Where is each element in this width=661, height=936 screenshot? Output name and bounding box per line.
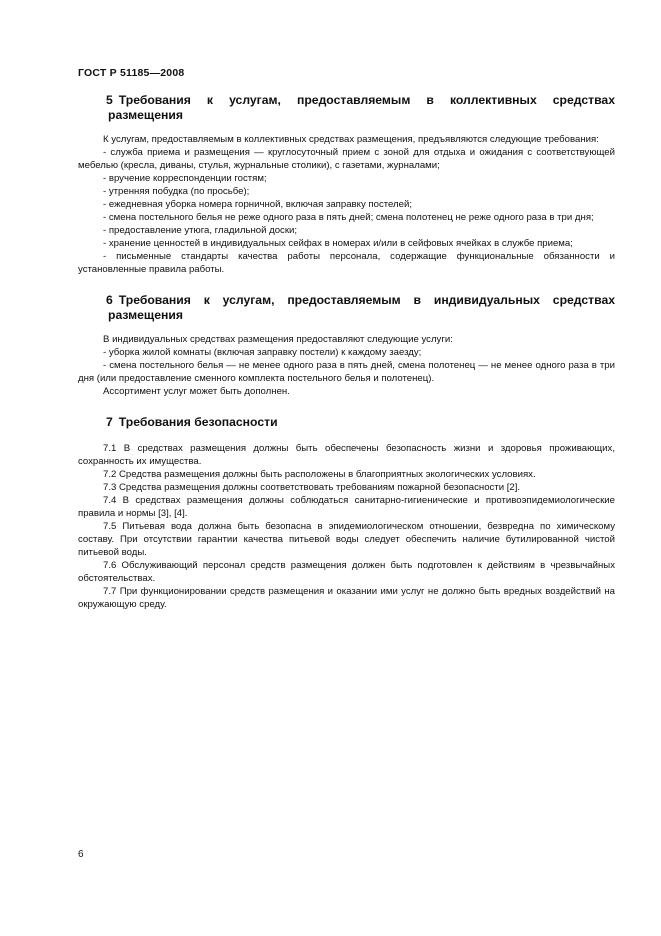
clause-7-1: 7.1 В средствах размещения должны быть обеспечены безопасность жизни и здоровья проживающих, сохранность их имущества. bbox=[78, 443, 615, 467]
section-heading: Требования безопасности bbox=[118, 415, 278, 429]
list-item: - вручение корреспонденции гостям; bbox=[103, 173, 267, 184]
list-item: - хранение ценностей в индивидуальных сейфах в номерах и/или в сейфовых ячейках в службе приема; bbox=[103, 238, 573, 249]
section-5-title bbox=[78, 93, 615, 123]
clause-7-7: 7.7 При функционировании средств размещения и оказании ими услуг не должно быть вредных воздействий на окружающую среду. bbox=[78, 586, 615, 610]
clause-7-5: 7.5 Питьевая вода должна быть безопасна в эпидемиологическом отношении, безвредна по химическому составу. При отсутствии гарантии качества питьевой воды следует обеспечить наличие бутилированной чистой питьевой воды. bbox=[78, 521, 615, 558]
list-item: - утренняя побудка (по просьбе); bbox=[103, 186, 250, 197]
section-heading: Требования к услугам, предоставляемым в индивидуальных средствах размещения bbox=[108, 293, 615, 322]
list-item: - служба приема и размещения — круглосуточный прием с зоной для отдыха и ожидания с соответствующей мебелью (кресла, диваны, стулья, журнальные столики), с газетами, журналами; bbox=[78, 147, 615, 171]
section-7-title bbox=[78, 415, 615, 430]
list-item: - уборка жилой комнаты (включая заправку постели) к каждому заезду; bbox=[103, 347, 422, 358]
list-item: Ассортимент услуг может быть дополнен. bbox=[103, 386, 290, 397]
document-header: ГОСТ Р 51185—2008 bbox=[78, 67, 185, 79]
clause-7-2: 7.2 Средства размещения должны быть расположены в благоприятных экологических условиях. bbox=[103, 469, 536, 480]
section-number: 6 bbox=[106, 293, 113, 307]
list-item: - смена постельного белья не реже одного раза в пять дней; смена полотенец не реже одного раза в три дня; bbox=[103, 212, 594, 223]
list-item: - предоставление утюга, гладильной доски; bbox=[103, 225, 298, 236]
clause-7-4: 7.4 В средствах размещения должны соблюдаться санитарно-гигиенические и противоэпидемиологические правила и нормы [3], [4]. bbox=[78, 495, 615, 519]
section-5-intro: К услугам, предоставляемым в коллективных средствах размещения, предъявляются следующие требования: bbox=[103, 134, 599, 145]
section-heading: Требования к услугам, предоставляемым в коллективных средствах размещения bbox=[108, 93, 615, 122]
section-number: 7 bbox=[106, 415, 113, 429]
clause-7-3: 7.3 Средства размещения должны соответствовать требованиям пожарной безопасности [2]. bbox=[103, 482, 521, 493]
section-6-intro: В индивидуальных средствах размещения предоставляют следующие услуги: bbox=[103, 334, 453, 345]
list-item: - письменные стандарты качества работы персонала, содержащие функциональные обязанности и установленные правила работы. bbox=[78, 251, 615, 275]
list-item: - смена постельного белья — не менее одного раза в пять дней, смена полотенец — не менее одного раза в три дня (или предоставление сменного комплекта постельного белья и полотенец). bbox=[78, 360, 615, 384]
section-6-title bbox=[78, 293, 615, 323]
list-item: - ежедневная уборка номера горничной, включая заправку постелей; bbox=[103, 199, 413, 210]
page-number: 6 bbox=[78, 849, 84, 860]
clause-7-6: 7.6 Обслуживающий персонал средств размещения должен быть подготовлен к действиям в чрезвычайных обстоятельствах. bbox=[78, 560, 615, 584]
section-number: 5 bbox=[106, 93, 113, 107]
document-body bbox=[78, 93, 615, 611]
